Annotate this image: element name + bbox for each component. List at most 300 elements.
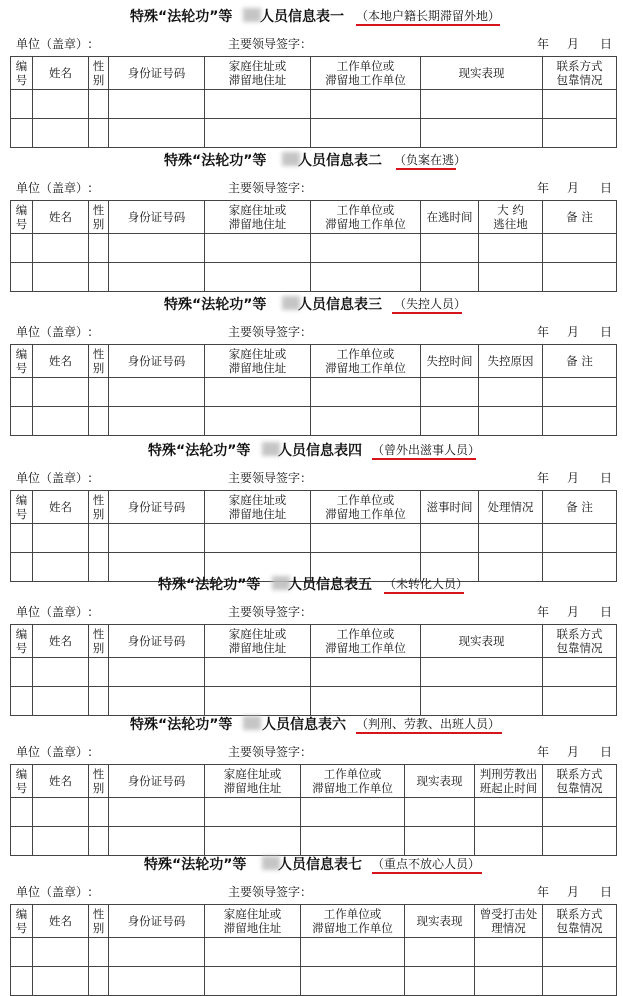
table-cell[interactable] (11, 234, 33, 263)
column-header-label: 现实表现 (416, 774, 463, 788)
form-title (0, 572, 623, 594)
column-header-label: 姓名 (49, 774, 72, 788)
date-month-label: 月 (567, 885, 580, 899)
table-cell[interactable] (89, 658, 109, 687)
column-header (33, 491, 89, 524)
table-cell[interactable] (11, 119, 33, 148)
unit-label: 单位（盖章）: (16, 181, 93, 195)
title-note: （曾外出滋事人员） (372, 443, 481, 457)
table-row (11, 798, 617, 827)
table-row (11, 967, 617, 996)
form-meta-row (0, 883, 623, 901)
title-note: （判刑、劳教、出班人员） (356, 717, 501, 731)
table-cell[interactable] (475, 967, 543, 996)
red-underline (396, 168, 456, 170)
red-underline (356, 732, 502, 734)
column-header (11, 625, 33, 658)
column-header-label: 性 别 (92, 347, 105, 375)
table-cell[interactable] (421, 119, 543, 148)
title-suffix: 人员信息表一 (260, 9, 344, 25)
column-header (109, 345, 205, 378)
column-header-label: 工作单位或 滞留地工作单位 (325, 347, 406, 375)
table-cell[interactable] (479, 524, 543, 553)
table-cell[interactable] (11, 938, 33, 967)
date-day-label: 日 (600, 745, 613, 759)
column-header-label: 在逃时间 (426, 210, 473, 224)
column-header-label: 大 约 逃往地 (493, 203, 528, 231)
table-cell[interactable] (421, 378, 479, 407)
form-meta-row (0, 469, 623, 487)
table-cell[interactable] (11, 378, 33, 407)
title-prefix: 特殊“法轮功”等 (158, 577, 261, 593)
table-cell[interactable] (205, 798, 301, 827)
leader-signature-label: 主要领导签字： (228, 325, 313, 339)
column-header-label: 工作单位或 滞留地工作单位 (325, 627, 406, 655)
title-note: （重点不放心人员） (372, 857, 481, 871)
column-header (543, 905, 617, 938)
table-cell[interactable] (205, 524, 311, 553)
table-cell[interactable] (543, 938, 617, 967)
date-month-label: 月 (567, 605, 580, 619)
table-cell[interactable] (311, 658, 421, 687)
table-cell[interactable] (543, 658, 617, 687)
column-header (89, 57, 109, 90)
table-header-row (11, 345, 617, 378)
date-year-label: 年 (537, 471, 550, 485)
table-cell[interactable] (89, 938, 109, 967)
table-cell[interactable] (543, 119, 617, 148)
table-row (11, 119, 617, 148)
date-day-label: 日 (600, 885, 613, 899)
title-note: （本地户籍长期滞留外地） (356, 9, 501, 23)
column-header-label: 备 注 (566, 354, 593, 368)
column-header (205, 905, 301, 938)
table-cell[interactable] (205, 938, 301, 967)
column-header-label: 编 号 (15, 907, 28, 935)
column-header-label: 处理情况 (487, 500, 534, 514)
info-table (10, 56, 617, 148)
column-header (479, 201, 543, 234)
column-header (109, 905, 205, 938)
table-header-row (11, 905, 617, 938)
unit-label: 单位（盖章）: (16, 885, 93, 899)
table-cell[interactable] (205, 407, 311, 436)
column-header (33, 905, 89, 938)
table-cell[interactable] (33, 938, 89, 967)
table-cell[interactable] (301, 798, 405, 827)
table-cell[interactable] (89, 798, 109, 827)
table-cell[interactable] (33, 263, 89, 292)
form-title (0, 712, 623, 734)
column-header-label: 现实表现 (458, 66, 505, 80)
column-header (543, 625, 617, 658)
column-header-label: 姓名 (49, 210, 72, 224)
table-cell[interactable] (311, 263, 421, 292)
title-suffix: 人员信息表二 (298, 153, 382, 169)
table-row (11, 524, 617, 553)
table-cell[interactable] (33, 378, 89, 407)
title-prefix: 特殊“法轮功”等 (130, 717, 233, 733)
table-header-row (11, 491, 617, 524)
column-header-label: 家庭住址或 滞留地住址 (228, 203, 287, 231)
table-cell[interactable] (109, 798, 205, 827)
table-cell[interactable] (33, 90, 89, 119)
date-year-label: 年 (537, 37, 550, 51)
column-header-label: 失控原因 (487, 354, 534, 368)
form-title (0, 852, 623, 874)
title-suffix: 人员信息表三 (298, 297, 382, 313)
form-meta-row (0, 35, 623, 53)
column-header (479, 345, 543, 378)
table-cell[interactable] (109, 119, 205, 148)
column-header (11, 765, 33, 798)
table-cell[interactable] (89, 524, 109, 553)
column-header-label: 编 号 (15, 347, 28, 375)
table-cell[interactable] (89, 90, 109, 119)
column-header-label: 编 号 (15, 59, 28, 87)
title-prefix: 特殊“法轮功”等 (130, 9, 233, 25)
info-table (10, 344, 617, 436)
table-cell[interactable] (205, 119, 311, 148)
column-header-label: 性 别 (92, 493, 105, 521)
table-cell[interactable] (33, 119, 89, 148)
form-meta-row (0, 323, 623, 341)
column-header (311, 345, 421, 378)
column-header (89, 765, 109, 798)
table-cell[interactable] (421, 524, 479, 553)
title-prefix: 特殊“法轮功”等 (148, 443, 251, 459)
column-header (33, 625, 89, 658)
table-cell[interactable] (11, 407, 33, 436)
table-cell[interactable] (89, 234, 109, 263)
table-cell[interactable] (33, 234, 89, 263)
title-prefix: 特殊“法轮功”等 (144, 857, 247, 873)
column-header-label: 编 号 (15, 203, 28, 231)
form-title (0, 148, 623, 170)
table-cell[interactable] (109, 90, 205, 119)
table-cell[interactable] (311, 378, 421, 407)
info-table (10, 200, 617, 292)
column-header (89, 345, 109, 378)
table-cell[interactable] (405, 938, 475, 967)
table-cell[interactable] (405, 798, 475, 827)
table-header-row (11, 201, 617, 234)
table-cell[interactable] (33, 658, 89, 687)
table-header-row (11, 57, 617, 90)
table-cell[interactable] (205, 90, 311, 119)
table-cell[interactable] (301, 967, 405, 996)
red-underline (384, 592, 464, 594)
redacted-blur (243, 716, 261, 730)
column-header (479, 491, 543, 524)
column-header-label: 性 别 (92, 627, 105, 655)
table-cell[interactable] (109, 234, 205, 263)
info-table (10, 764, 617, 856)
table-cell[interactable] (205, 234, 311, 263)
column-header (205, 765, 301, 798)
column-header-label: 联系方式 包靠情况 (556, 907, 603, 935)
table-cell[interactable] (11, 967, 33, 996)
date-month-label: 月 (567, 37, 580, 51)
table-cell[interactable] (205, 658, 311, 687)
table-cell[interactable] (311, 119, 421, 148)
table-cell[interactable] (89, 407, 109, 436)
form-meta-row (0, 179, 623, 197)
column-header (109, 201, 205, 234)
column-header (405, 765, 475, 798)
title-note: （负案在逃） (394, 153, 467, 167)
redacted-blur (243, 8, 261, 22)
column-header-label: 现实表现 (458, 634, 505, 648)
column-header (475, 905, 543, 938)
table-cell[interactable] (89, 263, 109, 292)
table-cell[interactable] (109, 263, 205, 292)
table-cell[interactable] (11, 90, 33, 119)
column-header (205, 491, 311, 524)
column-header (33, 201, 89, 234)
column-header (421, 491, 479, 524)
unit-label: 单位（盖章）: (16, 745, 93, 759)
table-cell[interactable] (11, 263, 33, 292)
column-header-label: 工作单位或 滞留地工作单位 (325, 203, 406, 231)
unit-label: 单位（盖章）: (16, 325, 93, 339)
red-underline (356, 24, 500, 26)
table-row (11, 938, 617, 967)
column-header (543, 491, 617, 524)
column-header (89, 625, 109, 658)
leader-signature-label: 主要领导签字： (228, 745, 313, 759)
table-cell[interactable] (475, 938, 543, 967)
title-suffix: 人员信息表六 (262, 717, 346, 733)
info-table (10, 624, 617, 716)
table-cell[interactable] (109, 378, 205, 407)
table-header-row (11, 765, 617, 798)
table-cell[interactable] (109, 407, 205, 436)
table-cell[interactable] (311, 524, 421, 553)
column-header-label: 身份证号码 (127, 354, 186, 368)
table-cell[interactable] (405, 967, 475, 996)
table-cell[interactable] (479, 263, 543, 292)
column-header (89, 201, 109, 234)
column-header-label: 家庭住址或 滞留地住址 (223, 907, 282, 935)
column-header-label: 现实表现 (416, 914, 463, 928)
column-header-label: 备 注 (566, 500, 593, 514)
table-cell[interactable] (543, 90, 617, 119)
table-cell[interactable] (543, 967, 617, 996)
table-cell[interactable] (109, 524, 205, 553)
unit-label: 单位（盖章）: (16, 471, 93, 485)
unit-label: 单位（盖章）: (16, 37, 93, 51)
title-suffix: 人员信息表四 (278, 443, 362, 459)
column-header-label: 备 注 (566, 210, 593, 224)
column-header (109, 765, 205, 798)
table-cell[interactable] (33, 967, 89, 996)
column-header (301, 905, 405, 938)
column-header-label: 姓名 (49, 500, 72, 514)
table-row (11, 90, 617, 119)
red-underline (392, 312, 462, 314)
table-cell[interactable] (11, 658, 33, 687)
leader-signature-label: 主要领导签字： (228, 885, 313, 899)
date-year-label: 年 (537, 325, 550, 339)
title-note: （未转化人员） (384, 577, 469, 591)
table-cell[interactable] (89, 119, 109, 148)
table-cell[interactable] (33, 407, 89, 436)
column-header (421, 57, 543, 90)
info-table (10, 490, 617, 582)
column-header-label: 失控时间 (426, 354, 473, 368)
table-cell[interactable] (421, 234, 479, 263)
table-cell[interactable] (421, 658, 543, 687)
column-header-label: 姓名 (49, 914, 72, 928)
table-cell[interactable] (109, 658, 205, 687)
table-cell[interactable] (89, 967, 109, 996)
column-header (11, 491, 33, 524)
column-header-label: 身份证号码 (127, 774, 186, 788)
column-header (33, 765, 89, 798)
column-header-label: 编 号 (15, 767, 28, 795)
table-cell[interactable] (89, 378, 109, 407)
date-day-label: 日 (600, 37, 613, 51)
column-header (11, 905, 33, 938)
table-cell[interactable] (109, 938, 205, 967)
leader-signature-label: 主要领导签字： (228, 605, 313, 619)
column-header (311, 491, 421, 524)
table-cell[interactable] (301, 938, 405, 967)
table-row (11, 407, 617, 436)
form-title (0, 292, 623, 314)
table-cell[interactable] (479, 407, 543, 436)
table-row (11, 234, 617, 263)
table-cell[interactable] (479, 234, 543, 263)
date-day-label: 日 (600, 181, 613, 195)
table-cell[interactable] (11, 524, 33, 553)
table-cell[interactable] (205, 263, 311, 292)
column-header (543, 345, 617, 378)
form-meta-row (0, 743, 623, 761)
table-cell[interactable] (543, 407, 617, 436)
column-header (205, 625, 311, 658)
table-cell[interactable] (421, 90, 543, 119)
info-table (10, 904, 617, 996)
column-header (311, 57, 421, 90)
column-header-label: 编 号 (15, 627, 28, 655)
date-month-label: 月 (567, 471, 580, 485)
table-cell[interactable] (543, 798, 617, 827)
column-header (205, 201, 311, 234)
column-header-label: 滋事时间 (426, 500, 473, 514)
column-header (109, 491, 205, 524)
table-cell[interactable] (543, 524, 617, 553)
table-cell[interactable] (543, 378, 617, 407)
title-prefix: 特殊“法轮功”等 (164, 153, 267, 169)
table-cell[interactable] (479, 378, 543, 407)
date-year-label: 年 (537, 885, 550, 899)
leader-signature-label: 主要领导签字： (228, 471, 313, 485)
date-month-label: 月 (567, 745, 580, 759)
column-header (11, 201, 33, 234)
column-header (11, 57, 33, 90)
column-header-label: 判刑劳教出 班起止时间 (479, 767, 538, 795)
table-cell[interactable] (109, 967, 205, 996)
date-day-label: 日 (600, 471, 613, 485)
column-header (421, 201, 479, 234)
table-cell[interactable] (421, 263, 479, 292)
column-header-label: 工作单位或 滞留地工作单位 (312, 767, 393, 795)
column-header-label: 工作单位或 滞留地工作单位 (312, 907, 393, 935)
column-header-label: 家庭住址或 滞留地住址 (228, 347, 287, 375)
title-note: （失控人员） (394, 297, 467, 311)
column-header-label: 姓名 (49, 634, 72, 648)
column-header (543, 765, 617, 798)
column-header (311, 625, 421, 658)
table-cell[interactable] (205, 378, 311, 407)
column-header-label: 姓名 (49, 354, 72, 368)
table-cell[interactable] (421, 407, 479, 436)
form-title (0, 4, 623, 26)
column-header (33, 57, 89, 90)
date-year-label: 年 (537, 605, 550, 619)
column-header-label: 联系方式 包靠情况 (556, 767, 603, 795)
form-title (0, 438, 623, 460)
column-header-label: 工作单位或 滞留地工作单位 (325, 59, 406, 87)
title-suffix: 人员信息表七 (278, 857, 362, 873)
date-year-label: 年 (537, 181, 550, 195)
table-cell[interactable] (543, 263, 617, 292)
column-header-label: 身份证号码 (127, 210, 186, 224)
column-header (109, 625, 205, 658)
column-header (89, 491, 109, 524)
column-header-label: 联系方式 包靠情况 (556, 59, 603, 87)
title-prefix: 特殊“法轮功”等 (164, 297, 267, 313)
leader-signature-label: 主要领导签字： (228, 181, 313, 195)
table-row (11, 378, 617, 407)
table-cell[interactable] (543, 234, 617, 263)
column-header (475, 765, 543, 798)
table-cell[interactable] (475, 798, 543, 827)
column-header-label: 身份证号码 (127, 66, 186, 80)
column-header-label: 身份证号码 (127, 914, 186, 928)
column-header-label: 性 别 (92, 203, 105, 231)
red-underline (372, 458, 476, 460)
table-cell[interactable] (205, 967, 301, 996)
column-header-label: 工作单位或 滞留地工作单位 (325, 493, 406, 521)
table-cell[interactable] (33, 524, 89, 553)
unit-label: 单位（盖章）: (16, 605, 93, 619)
column-header-label: 编 号 (15, 493, 28, 521)
table-cell[interactable] (33, 798, 89, 827)
table-cell[interactable] (11, 798, 33, 827)
table-cell[interactable] (311, 90, 421, 119)
column-header-label: 身份证号码 (127, 500, 186, 514)
column-header (405, 905, 475, 938)
form-meta-row (0, 603, 623, 621)
column-header-label: 性 别 (92, 767, 105, 795)
table-cell[interactable] (311, 234, 421, 263)
column-header-label: 家庭住址或 滞留地住址 (223, 767, 282, 795)
column-header (11, 345, 33, 378)
column-header (311, 201, 421, 234)
red-underline (372, 872, 482, 874)
column-header (421, 625, 543, 658)
column-header-label: 联系方式 包靠情况 (556, 627, 603, 655)
table-row (11, 658, 617, 687)
date-month-label: 月 (567, 181, 580, 195)
column-header-label: 性 别 (92, 907, 105, 935)
column-header (301, 765, 405, 798)
table-cell[interactable] (311, 407, 421, 436)
column-header-label: 性 别 (92, 59, 105, 87)
